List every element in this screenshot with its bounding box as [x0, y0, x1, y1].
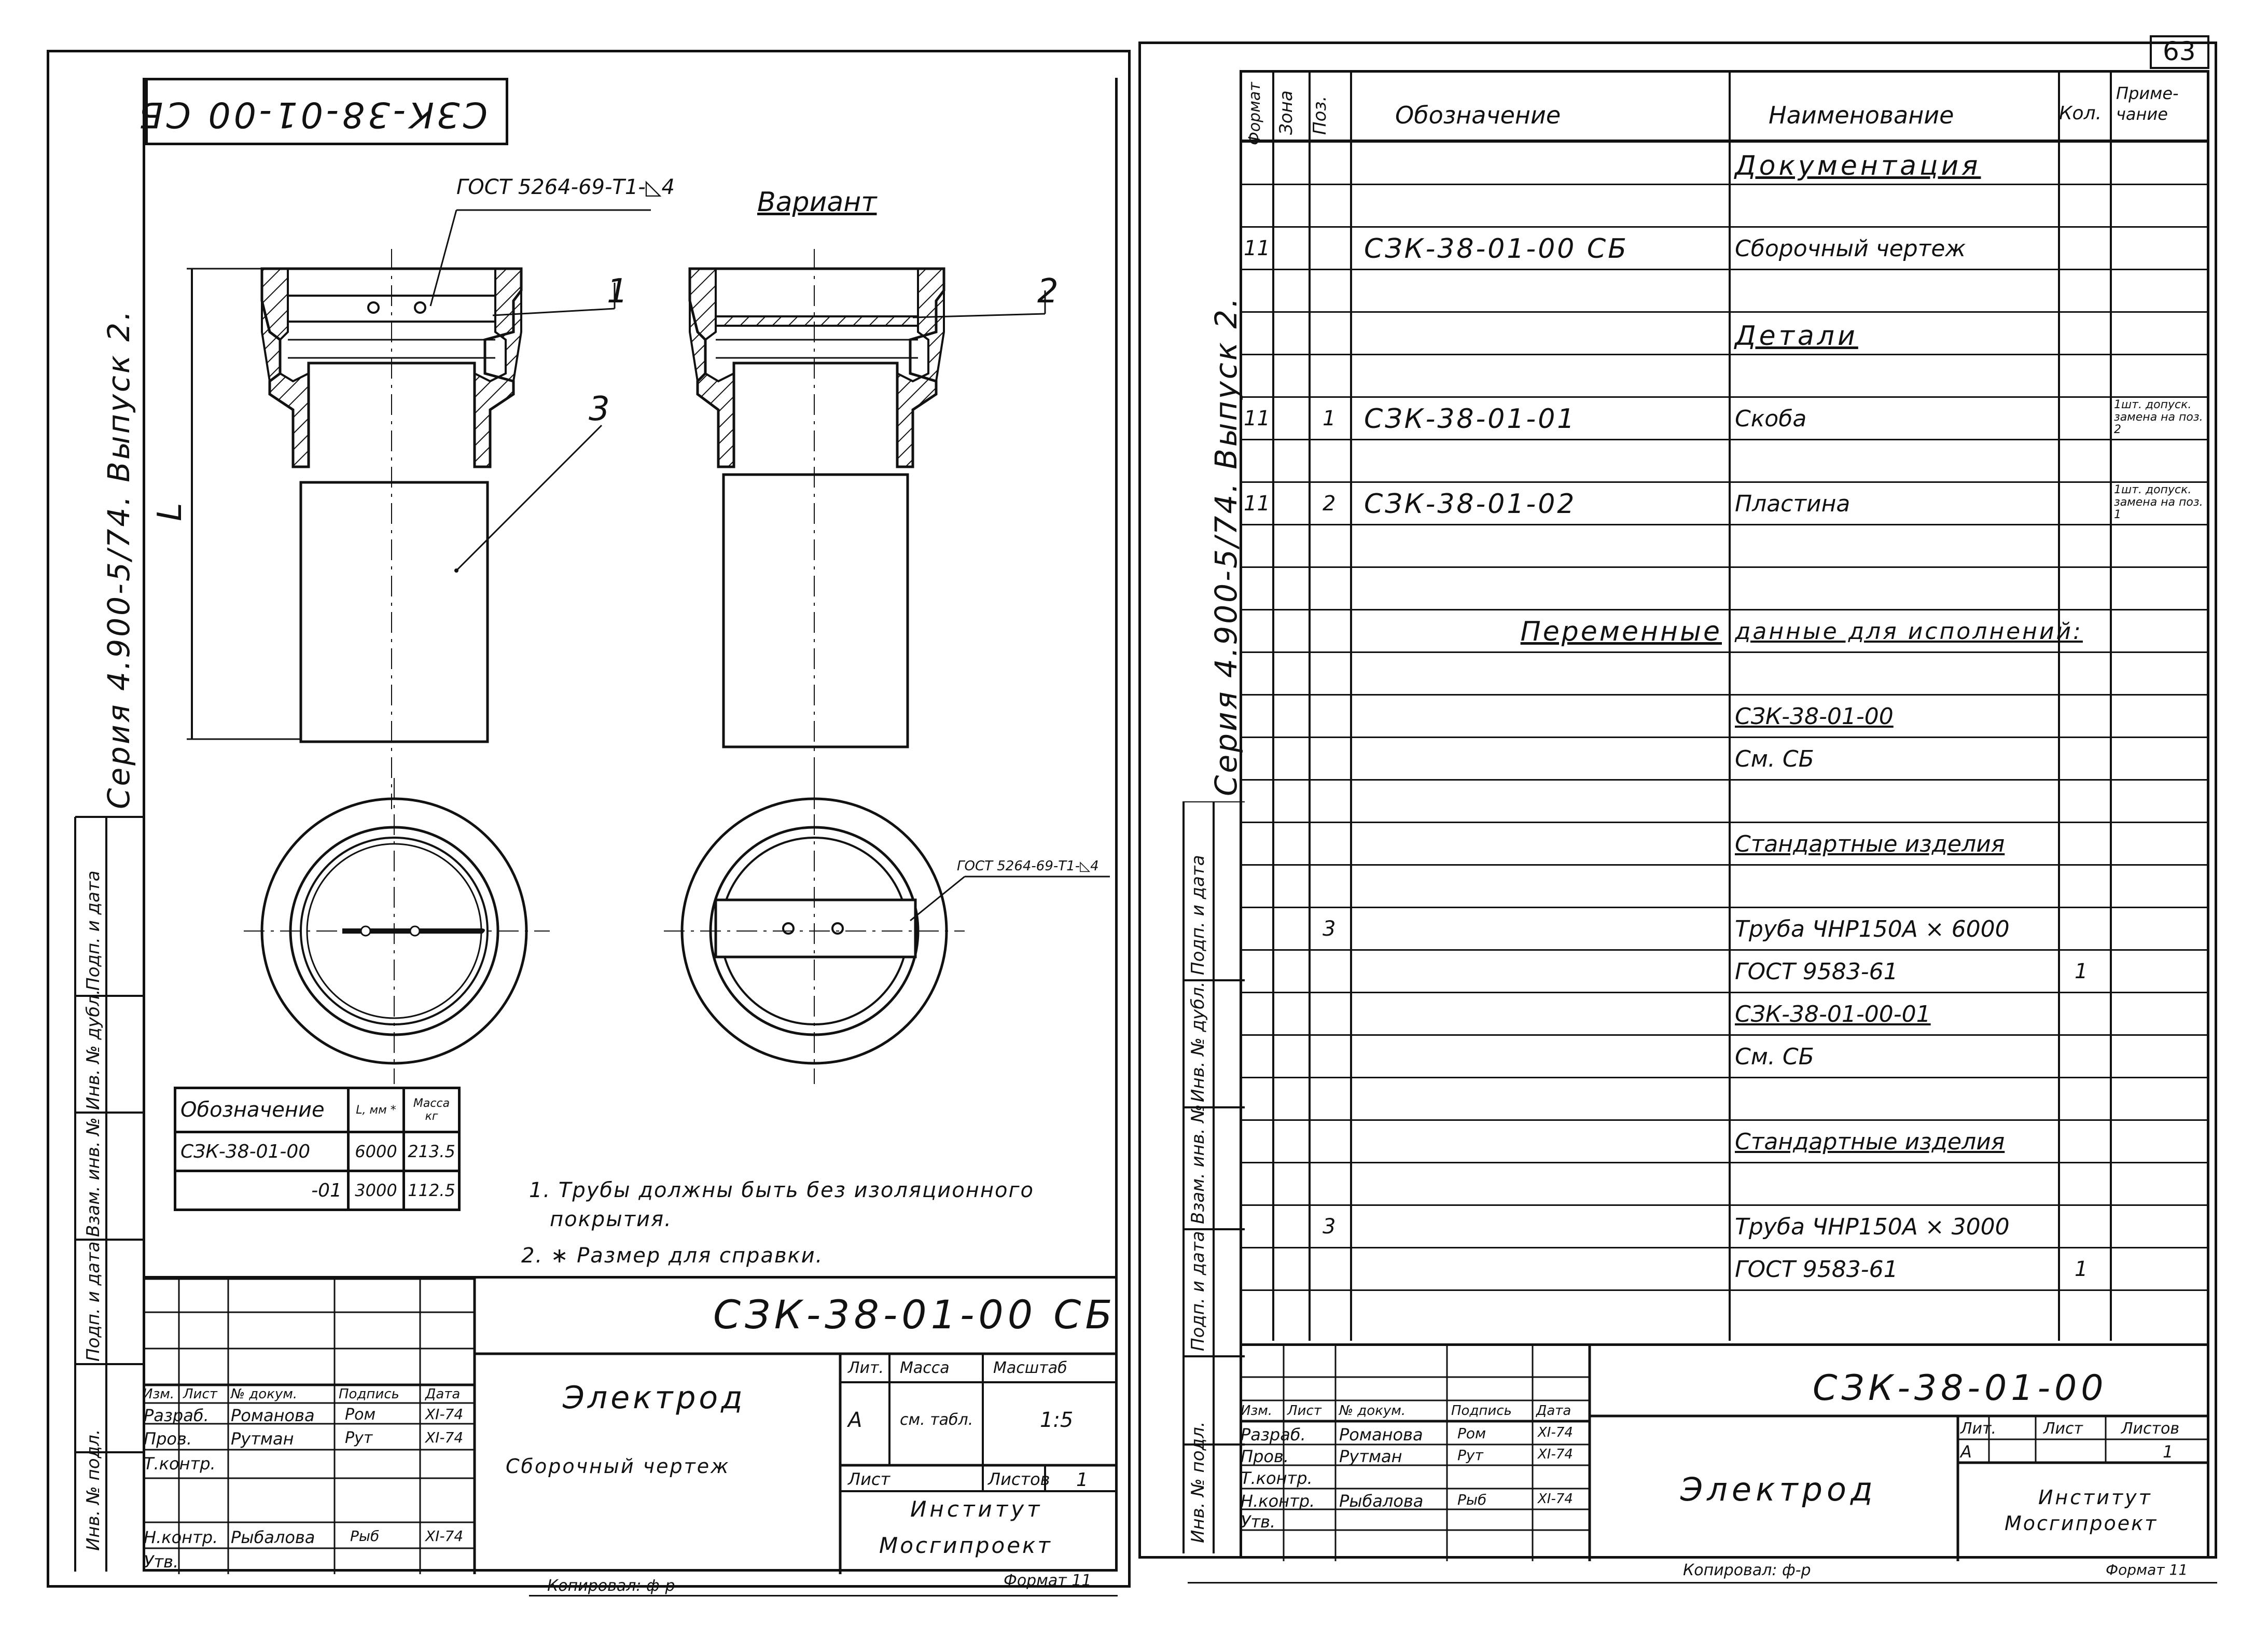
left-side-stamp-label: Взам. инв. № — [83, 1117, 104, 1237]
right-side-stamp-label: Инв. № дубл. — [1188, 981, 1208, 1102]
left-org-line1: Институт — [910, 1496, 1043, 1522]
left-mass-label: Масса — [900, 1359, 950, 1377]
left-title-designation: СЗК-38-01-00 СБ — [713, 1291, 1117, 1338]
spec-cell-name: СЗК-38-01-00 — [1735, 703, 1894, 730]
spec-cell-note: 1шт. допуск. замена на поз. 1 — [2114, 483, 2203, 521]
spec-cell-name: Документация — [1735, 150, 1981, 182]
left-role: Утв. — [144, 1552, 179, 1572]
right-role: Т.контр. — [1241, 1468, 1313, 1488]
spec-row — [1240, 313, 2209, 355]
note-1-continued: покрытия. — [550, 1207, 672, 1231]
left-role-sign: Рыб — [350, 1527, 380, 1545]
spec-cell-quantity: 1 — [2075, 1257, 2088, 1281]
spec-header-zone: Зона — [1276, 90, 1297, 135]
spec-cell-name: Стандартные изделия — [1735, 831, 2005, 857]
left-mass-value: см. табл. — [900, 1411, 973, 1429]
right-copied-by: Копировал: ф-р — [1683, 1561, 1811, 1579]
spec-header-qty: Кол. — [2059, 103, 2102, 124]
right-title-block — [1240, 1343, 2209, 1561]
left-lit-value: А — [848, 1408, 862, 1432]
mass-table-cell: 3000 — [349, 1171, 404, 1210]
left-title-name: Электрод — [563, 1380, 746, 1416]
spec-row — [1240, 355, 2209, 398]
right-role-name: Рыбалова — [1339, 1491, 1424, 1511]
left-role-sign: Ром — [345, 1406, 376, 1424]
mass-table-cell: 112.5 — [404, 1171, 460, 1210]
spec-row — [1240, 823, 2209, 866]
spec-row — [1240, 653, 2209, 696]
spec-cell-format: 11 — [1244, 237, 1270, 260]
right-head-col: Подпись — [1451, 1403, 1512, 1419]
spec-row — [1240, 1036, 2209, 1078]
right-role: Пров. — [1241, 1447, 1289, 1466]
spec-cell-name: Труба ЧНР150А × 6000 — [1735, 916, 2010, 942]
spec-header-note: Приме-чание — [2116, 84, 2179, 124]
left-head-col: Дата — [425, 1386, 461, 1402]
left-side-stamp-label: Подп. и дата — [83, 870, 104, 991]
left-side-stamp-label: Подп. и дата — [83, 1241, 104, 1362]
mass-table-cell: СЗК-38-01-00 — [175, 1132, 349, 1171]
right-role-name: Романова — [1339, 1425, 1423, 1445]
right-side-stamp-label: Инв. № подл. — [1188, 1421, 1208, 1543]
note-1: 1. Трубы должны быть без изоляционного — [529, 1178, 1034, 1202]
left-sheets-value: 1 — [1076, 1469, 1088, 1491]
right-lit-value: А — [1960, 1442, 1972, 1462]
left-side-stamp-label: Инв. № подл. — [83, 1429, 104, 1551]
left-head-col: Изм. — [143, 1386, 175, 1402]
left-format: Формат 11 — [1004, 1572, 1092, 1590]
spec-header-format: Формат — [1246, 82, 1264, 145]
right-org-line1: Институт — [2038, 1486, 2152, 1509]
spec-row — [1240, 1248, 2209, 1291]
spec-cell-name: ГОСТ 9583-61 — [1735, 959, 1898, 985]
right-head-col: Дата — [1536, 1403, 1571, 1419]
left-title-block — [143, 1276, 1118, 1574]
right-org-line2: Мосгипроект — [2005, 1512, 2158, 1535]
spec-cell-position: 3 — [1323, 917, 1336, 941]
spec-row — [1240, 696, 2209, 738]
right-sheet-label: Лист — [2043, 1420, 2083, 1438]
spec-cell-name: Труба ЧНР150А × 3000 — [1735, 1214, 2010, 1240]
spec-cell-format: 11 — [1244, 407, 1270, 430]
mass-table-header-length: L, мм * — [349, 1088, 404, 1132]
left-series-vertical: Серия 4.900-5/74. Выпуск 2. — [101, 309, 136, 809]
spec-cell-name: Скоба — [1735, 406, 1807, 432]
coupling-main-view — [262, 210, 651, 809]
mass-table-header-designation: Обозначение — [175, 1088, 349, 1132]
spec-row — [1240, 1121, 2209, 1163]
position-1-label: 1 — [607, 272, 628, 311]
spec-cell-designation: СЗК-38-01-01 — [1364, 404, 1577, 435]
spec-header-name: Наименование — [1769, 101, 1954, 129]
right-role-sign: Рыб — [1457, 1491, 1487, 1508]
right-series-vertical: Серия 4.900-5/74. Выпуск 2. — [1208, 296, 1244, 796]
spec-cell-name: данные для исполнений: — [1735, 618, 2083, 645]
left-role-name: Романова — [231, 1406, 315, 1425]
left-side-stamp-label: Инв. № дубл. — [83, 989, 104, 1110]
variant-label: Вариант — [757, 187, 877, 218]
coupling-variant-view — [690, 249, 1045, 809]
right-head-col: Лист — [1287, 1403, 1321, 1419]
mass-table — [174, 1087, 461, 1211]
left-role: Т.контр. — [144, 1454, 216, 1474]
end-view-variant — [664, 778, 1110, 1084]
spec-cell-name: См. СБ — [1735, 746, 1814, 772]
left-role: Пров. — [144, 1429, 192, 1449]
right-title-designation: СЗК-38-01-00 — [1813, 1368, 2108, 1409]
spec-row — [1240, 525, 2209, 568]
right-lit-label: Лит. — [1960, 1420, 1997, 1438]
right-role-sign: Рут — [1457, 1447, 1483, 1464]
spec-row — [1240, 1206, 2209, 1248]
mass-table-cell: 6000 — [349, 1132, 404, 1171]
spec-row — [1240, 908, 2209, 951]
right-side-stamp-label: Подп. и дата — [1188, 855, 1208, 975]
spec-row — [1240, 1163, 2209, 1206]
left-role-date: XI-74 — [425, 1527, 464, 1545]
left-role: Н.контр. — [144, 1527, 218, 1547]
spec-cell-position: 2 — [1323, 492, 1336, 516]
left-role-name: Рутман — [231, 1429, 294, 1449]
right-role: Утв. — [1241, 1512, 1276, 1532]
spec-cell-name: См. СБ — [1735, 1044, 1814, 1070]
right-role-date: XI-74 — [1538, 1491, 1573, 1507]
spec-row — [1240, 738, 2209, 781]
spec-header-pos: Поз. — [1310, 95, 1330, 135]
spec-cell-name: ГОСТ 9583-61 — [1735, 1256, 1898, 1283]
left-scale-value: 1:5 — [1040, 1408, 1074, 1432]
spec-row — [1240, 993, 2209, 1036]
left-role-sign: Рут — [345, 1429, 373, 1447]
spec-cell-name: Сборочный чертеж — [1735, 235, 1966, 262]
mass-table-cell: -01 — [175, 1171, 349, 1210]
left-bottom-rule — [529, 1595, 1118, 1596]
weld-note-top: ГОСТ 5264-69-Т1-◺4 — [456, 175, 675, 199]
spec-row — [1240, 610, 2209, 653]
spec-row — [1240, 440, 2209, 483]
spec-cell-position: 3 — [1323, 1215, 1336, 1239]
spec-cell-designation: СЗК-38-01-02 — [1364, 489, 1577, 520]
end-view-main — [244, 778, 550, 1084]
left-head-col: Подпись — [339, 1386, 399, 1402]
spec-row — [1240, 568, 2209, 610]
right-bottom-rule — [1188, 1582, 2217, 1584]
mirrored-stamp-text: СЗК-38-01-00 СБ — [135, 94, 488, 135]
right-role-date: XI-74 — [1538, 1447, 1573, 1462]
left-scale-label: Масштаб — [993, 1359, 1067, 1377]
spec-row — [1240, 228, 2209, 270]
left-sheet-label: Лист — [848, 1469, 890, 1489]
left-title-doc-type: Сборочный чертеж — [506, 1455, 730, 1478]
spec-row — [1240, 866, 2209, 908]
right-head-col: № докум. — [1339, 1403, 1406, 1419]
left-role-name: Рыбалова — [231, 1527, 315, 1547]
spec-row — [1240, 143, 2209, 185]
right-sheets-value: 1 — [2163, 1442, 2174, 1462]
spec-row — [1240, 483, 2209, 525]
right-sheets-label: Листов — [2121, 1420, 2180, 1438]
left-role-date: XI-74 — [425, 1429, 464, 1446]
spec-row — [1240, 951, 2209, 993]
spec-cell-name: СЗК-38-01-00-01 — [1735, 1001, 1931, 1027]
spec-row — [1240, 398, 2209, 440]
dimension-L-label: L — [150, 503, 189, 521]
right-format: Формат 11 — [2106, 1561, 2188, 1578]
spec-header-designation: Обозначение — [1395, 101, 1561, 129]
spec-row — [1240, 185, 2209, 228]
right-role-name: Рутман — [1339, 1447, 1402, 1466]
right-title-name: Электрод — [1680, 1470, 1877, 1508]
left-role: Разраб. — [144, 1406, 209, 1425]
left-role-date: XI-74 — [425, 1406, 464, 1423]
left-head-col: № докум. — [231, 1386, 298, 1402]
spec-cell-format: 11 — [1244, 492, 1270, 516]
right-role: Н.контр. — [1241, 1491, 1315, 1511]
spec-row — [1240, 1078, 2209, 1121]
note-2: 2. ∗ Размер для справки. — [521, 1244, 824, 1268]
spec-row — [1240, 781, 2209, 823]
left-org-line2: Мосгипроект — [879, 1533, 1052, 1558]
spec-cell-name: Детали — [1735, 321, 1858, 352]
right-head-col: Изм. — [1241, 1403, 1273, 1419]
right-role-sign: Ром — [1457, 1425, 1486, 1442]
right-side-stamp-label: Взам. инв. № — [1188, 1104, 1208, 1224]
mass-table-header-mass: Масса кг — [404, 1088, 460, 1132]
left-lit-label: Лит. — [848, 1359, 884, 1377]
spec-row — [1240, 270, 2209, 313]
left-copied-by: Копировал: ф-р — [547, 1577, 675, 1595]
spec-cell-position: 1 — [1323, 407, 1336, 430]
right-role: Разраб. — [1241, 1425, 1306, 1445]
spec-cell-quantity: 1 — [2075, 960, 2088, 983]
mass-table-cell: 213.5 — [404, 1132, 460, 1171]
position-2-label: 2 — [1037, 272, 1059, 311]
weld-note-circle: ГОСТ 5264-69-Т1-◺4 — [957, 858, 1099, 874]
left-sheets-label: Листов — [988, 1469, 1050, 1489]
left-head-col: Лист — [183, 1386, 217, 1402]
position-3-label: 3 — [589, 390, 610, 428]
spec-cell-name: Стандартные изделия — [1735, 1129, 2005, 1155]
spec-cell-designation: Переменные — [1520, 616, 1722, 647]
page-number: 63 — [2163, 36, 2196, 66]
spec-cell-name: Пластина — [1735, 491, 1850, 517]
spec-cell-designation: СЗК-38-01-00 СБ — [1364, 233, 1629, 265]
spec-cell-note: 1шт. допуск. замена на поз. 2 — [2114, 398, 2203, 436]
right-side-stamp-label: Подп. и дата — [1188, 1231, 1208, 1351]
right-role-date: XI-74 — [1538, 1425, 1573, 1440]
